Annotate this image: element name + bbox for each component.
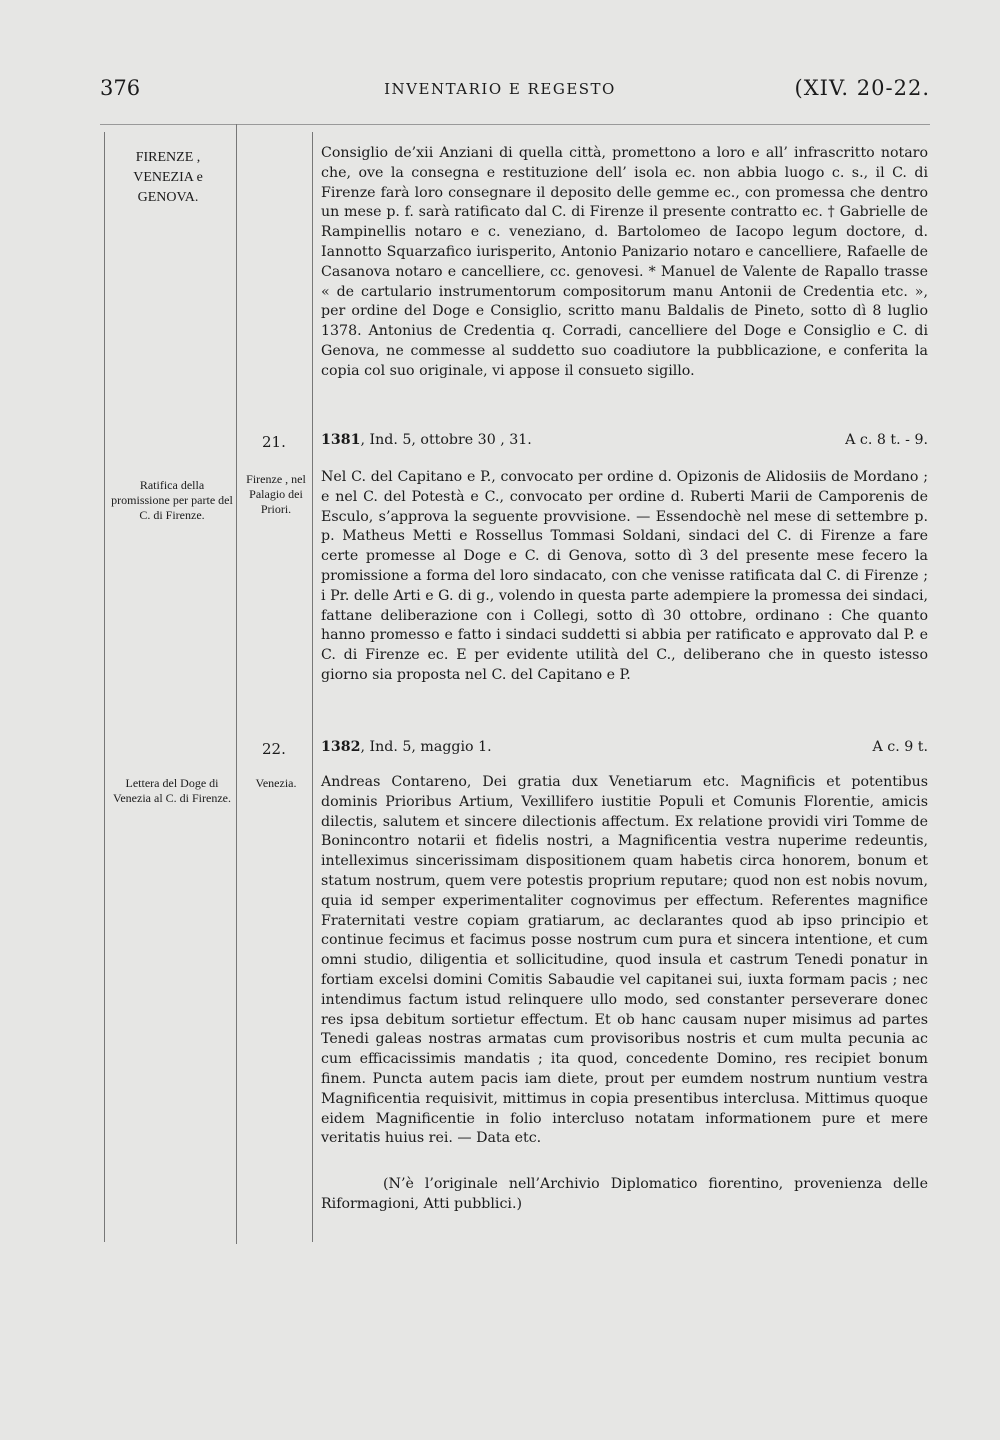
entry-22-number: 22. bbox=[262, 740, 286, 758]
entry-21-heading bbox=[321, 432, 928, 448]
entry-22-date: , Ind. 5, maggio 1. bbox=[360, 739, 492, 755]
entry-21-place: Firenze , nel Palagio dei Priori. bbox=[246, 472, 306, 516]
section-reference: (XIV. 20-22. bbox=[794, 76, 930, 100]
entry-21-year: 1381 bbox=[321, 432, 361, 448]
entry-21-reference: A c. 8 t. - 9. bbox=[845, 432, 928, 448]
entry-21-text: Nel C. del Capitano e P., convocato per ordine d. Opizonis de Alidosiis de Mordano ; e nel C. del Potestà e C., convocato per ordine d. Ruberti Marii de Camporenis de Esculo, s’approva la seguente provvisione. — Essendochè nel mese di settembre p. p. Matheus Metti e Rossellus Tommasi Soldani, sindaci del C. di Firenze a fare certe promesse al Doge e C. di Genova, sotto dì 3 del presente mese fecero la promissione a forma del loro sindacato, con che venisse ratificata dal C. di Firenze ; i Pr. delle Arti e G. di g., volendo in questa parte adempiere la promessa dei sindaci, fattane deliberazione con i Collegi, sotto dì 30 ottobre, ordinano : Che quanto hanno promesso e fatto i sindaci suddetti si abbia per ratificato e approvato dal P. e C. di Firenze ec. E per evidente utilità del C., deliberano che in questo istesso giorno sia proposta nel C. del Capitano e P. bbox=[321, 469, 928, 683]
entry-22-year: 1382 bbox=[321, 739, 361, 755]
entry-21-date: , Ind. 5, ottobre 30 , 31. bbox=[360, 432, 532, 448]
entry-22-reference: A c. 9 t. bbox=[872, 739, 928, 755]
entry-22-text: Andreas Contareno, Dei gratia dux Venetiarum etc. Magnificis et potentibus dominis Prioribus Artium, Vexillifero iustitie Populi et Comunis Florentie, amicis dilectis, salutem et sincere dilectionis affectum. Ex relatione providi viri Tomme de Bonincontro notarii et fidelis nostri, a Magnificentia vestra nuperime redeuntis, intelleximus sincerissimam dispositionem quam habetis circa honorem, bonum et statum nostrum, quem vere potestis proprium reputare; quod non est nobis novum, quia id semper experimentaliter cognovimus per effectum. Referentes magnifice Fraternitati vestre copiam gratiarum, ac declarantes quod ab ipso principio et continue fecimus et facimus posse nostrum cum pura et sincera intentione, et cum omni studio, diligentia et sollicitudine, quod insula et castrum Tenedi ponatur in fortiam excelsi domini Comitis Sabaudie vel capitanei sui, iuxta formam pacis ; nec intendimus factum istud relinquere ullo modo, sed constanter perseverare donec res ipsa debitum sortietur effectum. Et ob hanc causam nuper misimus ad partes Tenedi galeas nostras armatas cum provisoribus nostris et cum multa pecunia ac cum efficacissimis mandatis ; ita quod, concedente Domino, res recipiet bonum finem. Puncta autem pacis iam diete, prout per eumdem nostrum nuntium vestra Magnificentia requisivit, mittimus in copia presentibus interclusa. Mittimus quoque eidem Magnificentie in folio intercluso notatam informationem pure et mere veritatis huius rei. — Data etc. bbox=[321, 774, 928, 1147]
page-header bbox=[0, 76, 1000, 106]
header-rule bbox=[100, 124, 930, 125]
running-title: INVENTARIO E REGESTO bbox=[384, 80, 616, 98]
entry-22-heading bbox=[321, 739, 928, 755]
entry-20-text: Consiglio de’xii Anziani di quella città, promettono a loro e all’ infrascritto notaro che, ove la consegna e restituzione dell’ isola ec. non abbia luogo c. s., il C. di Firenze farà loro consegnare il deposito delle gemme ec., con promessa che dentro un mese p. f. sarà ratificato dal C. di Firenze il presente contratto ec. † Gabrielle de Rampinellis notaro e c. veneziano, d. Bartolomeo de Iacopo legum doctore, d. Iannotto Squarzafico iurisperito, Antonio Panizario notaro e cancelliere, Rafaelle de Casanova notaro e cancelliere, cc. genovesi. * Manuel de Valente de Rapallo trasse « de cartulario instrumentorum compositorum manu Antonii de Credentia etc. », per ordine del Doge e Consiglio, scritto manu Baldalis de Pineto, sotto dì 8 luglio 1378. Antonius de Credentia q. Corradi, cancelliere del Doge e Consiglio e C. di Genova, ne commesse al suddetto suo coadiutore la pubblicazione, e conferita la copia col suo originale, vi appose il consueto sigillo. bbox=[321, 145, 928, 379]
entry-21-number: 21. bbox=[262, 433, 286, 451]
margin-column-rule-middle bbox=[236, 124, 237, 1244]
entry-22-place: Venezia. bbox=[255, 776, 297, 790]
margin-column-rule-left bbox=[104, 132, 105, 1242]
page-number: 376 bbox=[100, 76, 141, 100]
margin-column-rule-right bbox=[312, 132, 313, 1242]
margin-note-parties: FIRENZE , VENEZIA e GENOVA. bbox=[133, 150, 203, 205]
margin-note-ratifica: Ratifica della promissione per parte del C. di Firenze. bbox=[111, 478, 233, 522]
entry-22-note: (N’è l’originale nell’Archivio Diplomatico fiorentino, provenienza delle Riformagioni, Atti pubblici.) bbox=[321, 1176, 928, 1212]
margin-note-lettera: Lettera del Doge di Venezia al C. di Firenze. bbox=[113, 776, 231, 805]
